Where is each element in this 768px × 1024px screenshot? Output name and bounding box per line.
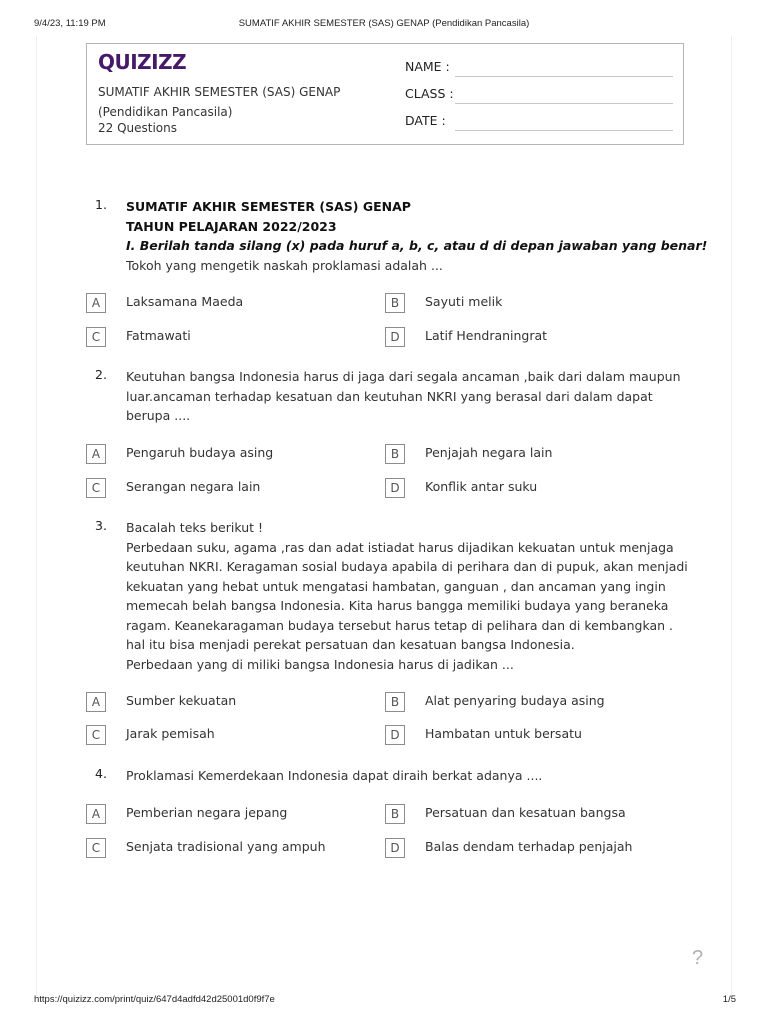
question-count: 22 Questions	[98, 121, 178, 135]
question-line: TAHUN PELAJARAN 2022/2023	[126, 218, 337, 234]
option-text: Latif Hendraningrat	[425, 328, 548, 343]
option-text: Sayuti melik	[425, 294, 503, 309]
option-letter-box[interactable]: A	[86, 444, 106, 464]
option-text: Penjajah negara lain	[425, 445, 553, 460]
print-footer	[0, 994, 768, 1008]
class-label: CLASS :	[405, 86, 454, 101]
option-letter-box[interactable]: B	[385, 444, 405, 464]
option-text: Alat penyaring budaya asing	[425, 693, 605, 708]
question-line: luar.ancaman terhadap kesatuan dan keutuhan NKRI yang berasal dari dalam dapat	[126, 388, 653, 404]
option-text: Senjata tradisional yang ampuh	[126, 839, 326, 854]
name-field[interactable]	[405, 59, 677, 77]
class-line[interactable]	[455, 103, 673, 104]
quiz-title: SUMATIF AKHIR SEMESTER (SAS) GENAP	[98, 85, 341, 99]
question-number: 1.	[95, 197, 107, 212]
question-line: memecah belah bangsa Indonesia. Kita harus bangga memiliki budaya yang beraneka	[126, 598, 669, 613]
question-line: Proklamasi Kemerdekaan Indonesia dapat diraih berkat adanya ....	[126, 768, 543, 783]
question-text	[126, 518, 686, 674]
option-text: Laksamana Maeda	[126, 294, 244, 309]
option-letter-box[interactable]: C	[86, 838, 106, 858]
class-field[interactable]	[405, 86, 677, 104]
question-line: berupa ....	[126, 408, 191, 423]
date-field[interactable]	[405, 113, 677, 131]
quizizz-logo: QUIZIZZ	[98, 50, 187, 74]
question-line: kekuatan yang hebat untuk mengatasi hambatan, ganguan , dan ancaman yang ingin	[126, 578, 666, 594]
option-letter-box[interactable]: D	[385, 327, 405, 347]
question-line: ragam. Keanekaragaman budaya tersebut harus tetap di pelihara dan di kembangkan .	[126, 617, 674, 633]
print-header	[0, 18, 768, 32]
option-text: Pemberian negara jepang	[126, 805, 288, 820]
name-line[interactable]	[455, 76, 673, 77]
option-text: Jarak pemisah	[126, 726, 215, 741]
print-page-number: 1/5	[722, 994, 736, 1005]
question-line: SUMATIF AKHIR SEMESTER (SAS) GENAP	[126, 199, 411, 214]
option-text: Persatuan dan kesatuan bangsa	[425, 805, 626, 820]
option-text: Konflik antar suku	[425, 479, 538, 494]
question-mark-icon[interactable]: ?	[692, 947, 704, 969]
option-text: Sumber kekuatan	[126, 693, 237, 708]
question-text	[126, 367, 686, 426]
option-text: Hambatan untuk bersatu	[425, 726, 582, 741]
question-number: 4.	[95, 766, 107, 781]
quiz-subtitle: (Pendidikan Pancasila)	[98, 105, 233, 119]
option-letter-box[interactable]: A	[86, 293, 106, 313]
question-line: keutuhan NKRI. Keragaman sosial budaya apabila di perihara dan di pupuk, akan menjadi	[126, 559, 688, 574]
option-letter-box[interactable]: B	[385, 293, 405, 313]
print-url: https://quizizz.com/print/quiz/647d4adfd42d25001d0f9f7e	[34, 994, 275, 1005]
question-line: Bacalah teks berikut !	[126, 520, 264, 535]
date-label: DATE :	[405, 113, 446, 128]
name-label: NAME :	[405, 59, 450, 74]
question-line: hal itu bisa menjadi perekat persatuan dan kesatuan bangsa Indonesia.	[126, 637, 575, 652]
option-letter-box[interactable]: C	[86, 478, 106, 498]
option-letter-box[interactable]: D	[385, 478, 405, 498]
print-title: SUMATIF AKHIR SEMESTER (SAS) GENAP (Pendidikan Pancasila)	[238, 18, 530, 29]
option-letter-box[interactable]: A	[86, 804, 106, 824]
question-line: Perbedaan suku, agama ,ras dan adat istiadat harus dijadikan kekuatan untuk menjaga	[126, 539, 674, 555]
option-letter-box[interactable]: C	[86, 725, 106, 745]
option-letter-box[interactable]: B	[385, 692, 405, 712]
option-text: Pengaruh budaya asing	[126, 445, 274, 460]
option-letter-box[interactable]: A	[86, 692, 106, 712]
option-letter-box[interactable]: B	[385, 804, 405, 824]
date-line[interactable]	[455, 130, 673, 131]
print-datetime: 9/4/23, 11:19 PM	[34, 18, 106, 29]
option-letter-box[interactable]: C	[86, 327, 106, 347]
option-text: Balas dendam terhadap penjajah	[425, 839, 633, 854]
quiz-header-box	[86, 43, 684, 145]
question-line: Tokoh yang mengetik naskah proklamasi adalah ...	[126, 257, 443, 273]
question-number: 3.	[95, 518, 107, 533]
option-text: Serangan negara lain	[126, 479, 261, 494]
option-letter-box[interactable]: D	[385, 838, 405, 858]
question-text	[126, 766, 686, 786]
question-line: Perbedaan yang di miliki bangsa Indonesia harus di jadikan ...	[126, 656, 514, 672]
question-line: Keutuhan bangsa Indonesia harus di jaga dari segala ancaman ,baik dari dalam maupun	[126, 369, 681, 384]
question-instruction: I. Berilah tanda silang (x) pada huruf a, b, c, atau d di depan jawaban yang benar!	[126, 238, 708, 253]
question-number: 2.	[95, 367, 107, 382]
option-letter-box[interactable]: D	[385, 725, 405, 745]
question-text	[126, 197, 708, 275]
option-text: Fatmawati	[126, 328, 191, 343]
